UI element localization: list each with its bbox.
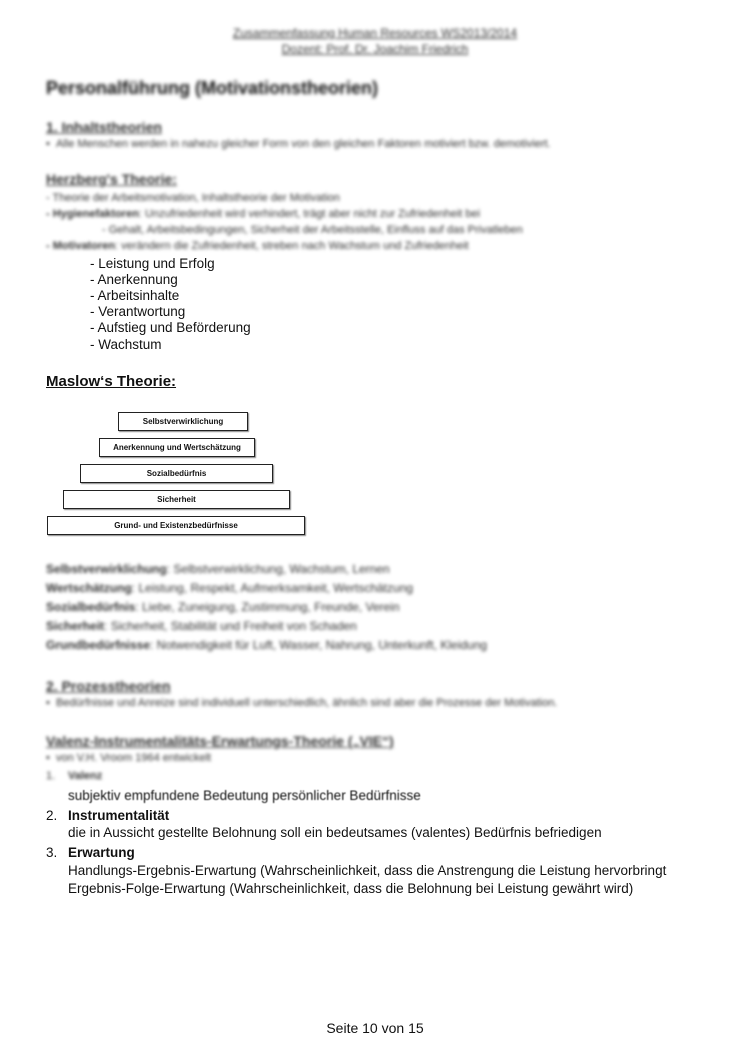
doc-header-title: Zusammenfassung Human Resources WS2013/2014 bbox=[232, 26, 518, 40]
maslow-detail-text: : Notwendigkeit für Luft, Wasser, Nahrung, Unterkunft, Kleidung bbox=[150, 638, 488, 652]
maslow-detail-text: : Sicherheit, Stabilität und Freiheit von Schaden bbox=[104, 619, 357, 633]
hygiene-label: - Hygienefaktoren bbox=[46, 208, 139, 220]
motivators-text: : verändern die Zufriedenheit, streben nach Wachstum und Zufriedenheit bbox=[115, 240, 469, 252]
maslow-detail bbox=[46, 581, 413, 595]
section-1-bullet bbox=[46, 138, 551, 150]
page-number: Seite 10 von 15 bbox=[326, 1020, 424, 1036]
pyramid-level-basic: Grund- und Existenzbedürfnisse bbox=[47, 516, 305, 535]
motivator-item: - Arbeitsinhalte bbox=[90, 288, 180, 303]
maslow-detail-label: Wertschätzung bbox=[46, 581, 132, 595]
pyramid-level-safety: Sicherheit bbox=[63, 490, 290, 509]
maslow-detail bbox=[46, 600, 400, 614]
pyramid-level-self-actualization: Selbstverwirklichung bbox=[118, 412, 248, 431]
maslow-detail-label: Selbstverwirklichung bbox=[46, 562, 167, 576]
section-2-heading: 2. Prozesstheorien bbox=[46, 678, 171, 694]
maslow-detail-text: : Liebe, Zuneigung, Zustimmung, Freunde, Verein bbox=[135, 600, 400, 614]
section-1-bullet-text: Alle Menschen werden in nahezu gleicher Form von den gleichen Faktoren motiviert bzw. demotiviert. bbox=[55, 138, 551, 150]
page-title: Personalführung (Motivationstheorien) bbox=[46, 78, 379, 98]
section-2-bullet-text: Bedürfnisse und Anreize sind individuell unterschiedlich, ähnlich sind aber die Prozesse der Motivation. bbox=[55, 697, 558, 709]
maslow-detail-label: Grundbedürfnisse bbox=[46, 638, 151, 652]
vie-bullet bbox=[46, 752, 211, 764]
motivator-item: - Leistung und Erfolg bbox=[90, 256, 215, 271]
herzberg-heading: Herzberg's Theorie: bbox=[46, 171, 177, 187]
motivator-item: - Wachstum bbox=[90, 337, 162, 352]
vie-item-2-number: 2. bbox=[46, 808, 58, 823]
motivator-item: - Verantwortung bbox=[90, 304, 186, 319]
vie-item-2-title: Instrumentalität bbox=[68, 808, 170, 823]
maslow-detail-label: Sicherheit bbox=[46, 619, 105, 633]
section-1-heading: 1. Inhaltstheorien bbox=[46, 119, 162, 135]
herzberg-line-1: - Theorie der Arbeitsmotivation, Inhaltstheorie der Motivation bbox=[46, 192, 340, 204]
hygiene-text: : Unzufriedenheit wird verhindert, trägt aber nicht zur Zufriedenheit bei bbox=[138, 208, 481, 220]
vie-item-3-text-1: Handlungs-Ergebnis-Erwartung (Wahrscheinlichkeit, dass die Anstrengung die Leistung hervorbringt bbox=[68, 863, 667, 878]
motivators-label: - Motivatoren bbox=[46, 240, 116, 252]
vie-item-3-title: Erwartung bbox=[68, 845, 135, 860]
vie-item-1-title: Valenz bbox=[68, 770, 103, 782]
maslow-heading: Maslow‘s Theorie: bbox=[46, 373, 177, 390]
bullet-marker: • bbox=[46, 697, 56, 709]
maslow-detail-text: : Selbstverwirklichung, Wachstum, Lernen bbox=[166, 562, 390, 576]
bullet-marker: • bbox=[46, 138, 56, 150]
pyramid-level-social: Sozialbedürfnis bbox=[80, 464, 273, 483]
maslow-detail bbox=[46, 619, 357, 633]
vie-heading: Valenz-Instrumentalitäts-Erwartungs-Theorie („VIE“) bbox=[46, 733, 394, 749]
maslow-detail bbox=[46, 638, 487, 652]
motivator-item: - Aufstieg und Beförderung bbox=[90, 320, 251, 335]
vie-item-1-text: subjektiv empfundene Bedeutung persönlicher Bedürfnisse bbox=[68, 788, 421, 803]
bullet-marker: • bbox=[46, 752, 56, 764]
maslow-detail bbox=[46, 562, 390, 576]
section-2-bullet bbox=[46, 697, 557, 709]
vie-item-3-text-2: Ergebnis-Folge-Erwartung (Wahrscheinlichkeit, dass die Belohnung bei Leistung gewährt wird) bbox=[68, 881, 634, 896]
doc-header-lecturer: Dozent: Prof. Dr. Joachim Friedrich bbox=[281, 42, 469, 56]
maslow-detail-label: Sozialbedürfnis bbox=[46, 600, 136, 614]
herzberg-hygiene bbox=[46, 208, 480, 220]
vie-item-2-text: die in Aussicht gestellte Belohnung soll ein bedeutsames (valentes) Bedürfnis befriedigen bbox=[68, 825, 602, 840]
motivator-item: - Anerkennung bbox=[90, 272, 178, 287]
pyramid-level-esteem: Anerkennung und Wertschätzung bbox=[99, 438, 255, 457]
herzberg-hygiene-sub: - Gehalt, Arbeitsbedingungen, Sicherheit der Arbeitsstelle, Einfluss auf das Privatleben bbox=[102, 224, 523, 236]
vie-bullet-text: von V.H. Vroom 1964 entwickelt bbox=[55, 752, 212, 764]
vie-item-3-number: 3. bbox=[46, 845, 58, 860]
maslow-detail-text: : Leistung, Respekt, Aufmerksamkeit, Wertschätzung bbox=[131, 581, 414, 595]
herzberg-motivators bbox=[46, 240, 469, 252]
vie-item-1-number: 1. bbox=[46, 770, 56, 782]
